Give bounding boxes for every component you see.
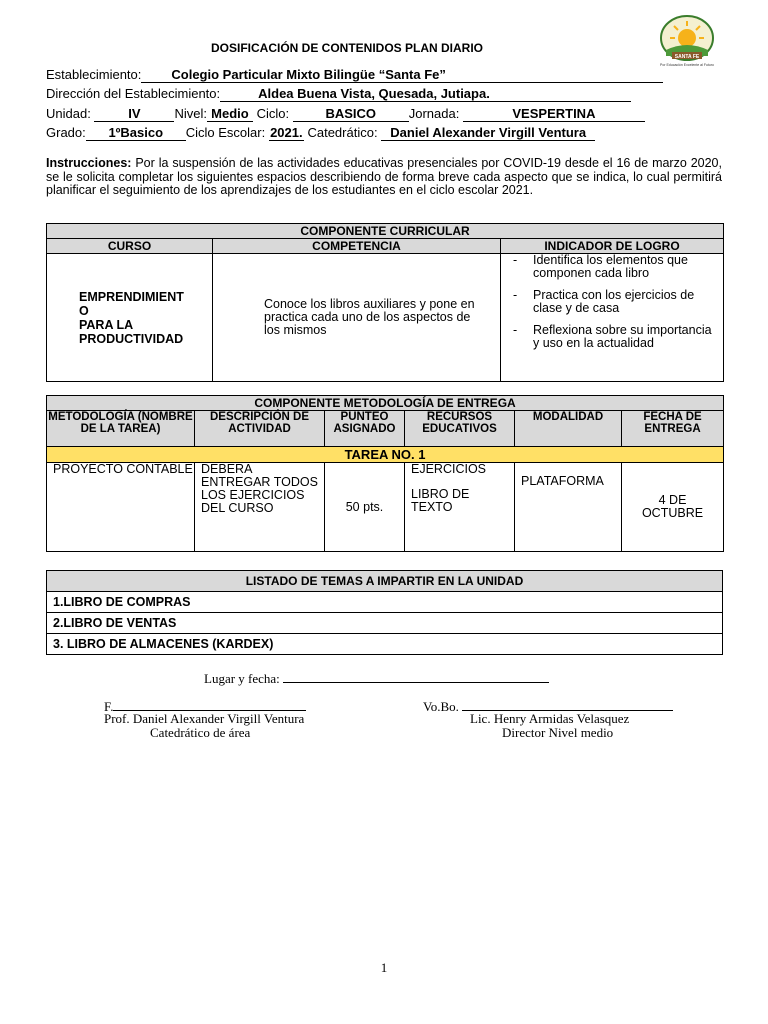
ciclo-label: Ciclo:: [256, 106, 290, 121]
ciclo-escolar-label: Ciclo Escolar:: [185, 125, 266, 140]
page-number: 1: [380, 960, 388, 975]
unidad-row: [46, 106, 645, 122]
unidad-value: IV: [94, 107, 174, 122]
tarea-label: TAREA NO. 1: [47, 447, 724, 463]
indicador-item: - Identifica los elementos que componen cada libro: [509, 254, 717, 280]
col-descripcion: DESCRIPCIÓN DE ACTIVIDAD: [195, 411, 325, 447]
dir-role: Director Nivel medio: [502, 725, 614, 740]
tema-item: 2.LIBRO DE VENTAS: [47, 613, 723, 634]
document-title: DOSIFICACIÓN DE CONTENIDOS PLAN DIARIO: [210, 41, 483, 55]
grado-value: 1ºBasico: [86, 126, 186, 141]
instructions-text: Por la suspensión de las actividades educativas presenciales por COVID-19 desde el 16 de marzo 2020, se le solicita completar los siguientes espacios describiendo de forma breve cada aspecto que se indica, lo cual permitirá planificar el seguimiento de los aprendizajes de los estudiantes en el ciclo escolar 2021.: [46, 156, 722, 197]
vobo-label: Vo.Bo.: [423, 699, 459, 714]
indicador-item: - Reflexiona sobre su importancia y uso en la actualidad: [509, 324, 717, 350]
lugar-fecha-row: [204, 669, 549, 687]
tarea-punteo: 50 pts.: [325, 463, 405, 552]
ciclo-value: BASICO: [293, 107, 409, 122]
temas-heading: LISTADO DE TEMAS A IMPARTIR EN LA UNIDAD: [47, 571, 723, 592]
catedratico-value: Daniel Alexander Virgill Ventura: [381, 126, 595, 141]
jornada-label: Jornada:: [408, 106, 460, 121]
unidad-label: Unidad:: [46, 106, 91, 121]
school-logo: [652, 12, 722, 68]
metodologia-table: [46, 395, 724, 552]
firma-prof-line[interactable]: [113, 697, 306, 711]
col-recursos: RECURSOS EDUCATIVOS: [405, 411, 515, 447]
logo-motto: Por Educación Excelente al Futuro: [660, 63, 714, 67]
dir-name: Lic. Henry Armidas Velasquez: [470, 711, 630, 726]
prof-role: Catedrático de área: [150, 725, 251, 740]
col-competencia: COMPETENCIA: [213, 239, 501, 254]
col-modalidad: MODALIDAD: [515, 411, 622, 447]
competencia-cell: Conoce los libros auxiliares y pone en practica cada uno de los aspectos de los mismos: [213, 254, 501, 382]
nivel-value: Medio: [207, 107, 253, 122]
prof-name: Prof. Daniel Alexander Virgill Ventura: [104, 711, 305, 726]
direccion-row: [46, 86, 631, 102]
catedratico-label: Catedrático:: [307, 125, 378, 140]
curricular-table: [46, 223, 724, 382]
metodologia-heading: COMPONENTE METODOLOGÍA DE ENTREGA: [47, 396, 724, 411]
grado-label: Grado:: [46, 125, 86, 140]
lugar-fecha-label: Lugar y fecha:: [204, 671, 280, 686]
establecimiento-label: Establecimiento:: [46, 67, 142, 82]
lugar-fecha-line[interactable]: [283, 669, 549, 683]
curso-cell: [47, 254, 213, 382]
tema-item: 1.LIBRO DE COMPRAS: [47, 592, 723, 613]
temas-table: [46, 570, 723, 655]
col-curso: CURSO: [47, 239, 213, 254]
instructions-paragraph: [46, 157, 722, 198]
logo-graphic: [652, 12, 722, 68]
grado-row: [46, 125, 595, 141]
ciclo-escolar-value: 2021.: [270, 125, 303, 140]
curso-line: O: [79, 303, 89, 318]
firma-prof-label: F.: [104, 699, 114, 714]
jornada-value: VESPERTINA: [463, 107, 645, 122]
recurso-item: LIBRO DE TEXTO: [411, 487, 470, 514]
col-punteo: PUNTEO ASIGNADO: [325, 411, 405, 447]
logo-text: SANTA FE: [674, 54, 700, 60]
col-fecha: FECHA DE ENTREGA: [622, 411, 724, 447]
direccion-value: Aldea Buena Vista, Quesada, Jutiapa.: [220, 87, 631, 102]
nivel-label: Nivel:: [174, 106, 207, 121]
curso-line: EMPRENDIMIENT: [79, 289, 184, 304]
tarea-fecha: 4 DE OCTUBRE: [622, 463, 724, 552]
curso-line: PRODUCTIVIDAD: [79, 331, 184, 346]
tema-item: 3. LIBRO DE ALMACENES (KARDEX): [47, 634, 723, 655]
establecimiento-value: Colegio Particular Mixto Bilingüe “Santa Fe”: [141, 68, 663, 83]
col-indicador: INDICADOR DE LOGRO: [501, 239, 724, 254]
tarea-descripcion: DEBERA ENTREGAR TODOS LOS EJERCICIOS DEL CURSO: [195, 463, 325, 552]
recurso-item: EJERCICIOS: [411, 462, 487, 476]
curso-line: PARA LA: [79, 317, 134, 332]
indicador-item: - Practica con los ejercicios de clase y de casa: [509, 289, 717, 315]
tarea-recursos: [405, 463, 515, 552]
instructions-label: Instrucciones:: [46, 156, 132, 170]
direccion-label: Dirección del Establecimiento:: [46, 86, 221, 101]
firma-dir-line[interactable]: [462, 697, 673, 711]
col-metodologia: METODOLOGÍA (NOMBRE DE LA TAREA): [47, 411, 195, 447]
indicador-cell: [501, 254, 724, 382]
tarea-modalidad: PLATAFORMA: [515, 463, 622, 552]
curricular-heading: COMPONENTE CURRICULAR: [47, 224, 724, 239]
tarea-nombre: PROYECTO CONTABLE: [47, 463, 195, 552]
establecimiento-row: [46, 67, 663, 83]
